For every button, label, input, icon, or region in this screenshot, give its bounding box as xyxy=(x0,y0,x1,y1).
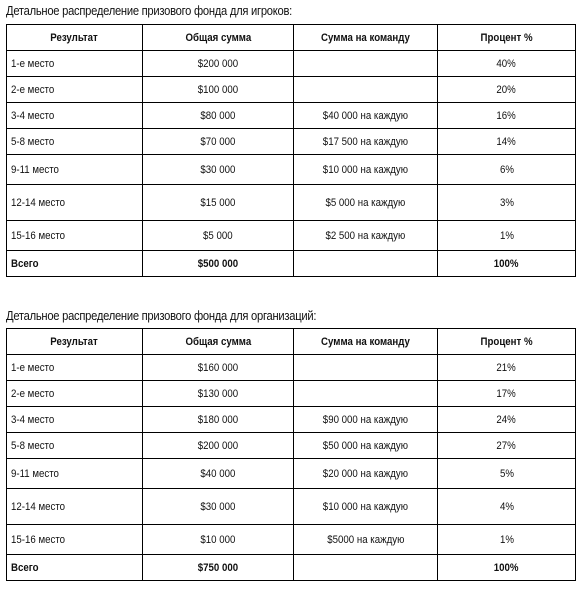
header-percent: Процент % xyxy=(438,329,576,355)
percent-cell: 27% xyxy=(438,433,576,459)
total-label-cell: Всего xyxy=(7,251,143,277)
per-team-cell xyxy=(294,77,438,103)
place-cell: 12-14 место xyxy=(7,489,143,525)
total-cell: $40 000 xyxy=(143,459,294,489)
place-cell: 3-4 место xyxy=(7,103,143,129)
total-cell: $15 000 xyxy=(143,185,294,221)
total-row xyxy=(7,555,576,581)
organizations-section-title: Детальное распределение призового фонда для организаций: xyxy=(6,308,317,323)
per-team-cell xyxy=(294,555,438,581)
per-team-cell: $40 000 на каждую xyxy=(294,103,438,129)
total-cell: $10 000 xyxy=(143,525,294,555)
table-row xyxy=(7,525,576,555)
table-row xyxy=(7,51,576,77)
percent-cell: 14% xyxy=(438,129,576,155)
header-result: Результат xyxy=(7,25,143,51)
table-row xyxy=(7,185,576,221)
per-team-cell xyxy=(294,251,438,277)
per-team-cell xyxy=(294,51,438,77)
table-row xyxy=(7,221,576,251)
place-cell: 9-11 место xyxy=(7,155,143,185)
place-cell: 5-8 место xyxy=(7,433,143,459)
place-cell: 2-е место xyxy=(7,381,143,407)
total-cell: $750 000 xyxy=(143,555,294,581)
per-team-cell: $90 000 на каждую xyxy=(294,407,438,433)
header-total: Общая сумма xyxy=(143,329,294,355)
place-cell: 15-16 место xyxy=(7,525,143,555)
place-cell: 3-4 место xyxy=(7,407,143,433)
percent-cell: 1% xyxy=(438,221,576,251)
per-team-cell: $20 000 на каждую xyxy=(294,459,438,489)
total-cell: $30 000 xyxy=(143,489,294,525)
total-cell: $200 000 xyxy=(143,51,294,77)
table-row xyxy=(7,407,576,433)
table-row xyxy=(7,381,576,407)
table-row xyxy=(7,103,576,129)
percent-cell: 5% xyxy=(438,459,576,489)
table-row xyxy=(7,459,576,489)
percent-cell: 100% xyxy=(438,251,576,277)
place-cell: 2-е место xyxy=(7,77,143,103)
percent-cell: 6% xyxy=(438,155,576,185)
total-cell: $70 000 xyxy=(143,129,294,155)
table-header-row xyxy=(7,25,576,51)
header-per-team: Сумма на команду xyxy=(294,25,438,51)
place-cell: 15-16 место xyxy=(7,221,143,251)
total-cell: $160 000 xyxy=(143,355,294,381)
total-cell: $30 000 xyxy=(143,155,294,185)
percent-cell: 17% xyxy=(438,381,576,407)
total-cell: $100 000 xyxy=(143,77,294,103)
table-row xyxy=(7,155,576,185)
percent-cell: 1% xyxy=(438,525,576,555)
percent-cell: 24% xyxy=(438,407,576,433)
total-cell: $180 000 xyxy=(143,407,294,433)
percent-cell: 4% xyxy=(438,489,576,525)
table-row xyxy=(7,433,576,459)
per-team-cell: $17 500 на каждую xyxy=(294,129,438,155)
percent-cell: 20% xyxy=(438,77,576,103)
percent-cell: 16% xyxy=(438,103,576,129)
place-cell: 9-11 место xyxy=(7,459,143,489)
total-cell: $80 000 xyxy=(143,103,294,129)
table-row xyxy=(7,489,576,525)
percent-cell: 40% xyxy=(438,51,576,77)
place-cell: 1-е место xyxy=(7,51,143,77)
header-result: Результат xyxy=(7,329,143,355)
header-total: Общая сумма xyxy=(143,25,294,51)
per-team-cell: $10 000 на каждую xyxy=(294,155,438,185)
organizations-prize-table xyxy=(6,328,576,581)
table-row xyxy=(7,129,576,155)
percent-cell: 21% xyxy=(438,355,576,381)
per-team-cell: $5000 на каждую xyxy=(294,525,438,555)
players-section-title: Детальное распределение призового фонда для игроков: xyxy=(6,3,293,18)
percent-cell: 3% xyxy=(438,185,576,221)
total-cell: $500 000 xyxy=(143,251,294,277)
per-team-cell xyxy=(294,355,438,381)
place-cell: 5-8 место xyxy=(7,129,143,155)
per-team-cell: $5 000 на каждую xyxy=(294,185,438,221)
place-cell: 12-14 место xyxy=(7,185,143,221)
header-percent: Процент % xyxy=(438,25,576,51)
total-row xyxy=(7,251,576,277)
table-row xyxy=(7,355,576,381)
place-cell: 1-е место xyxy=(7,355,143,381)
per-team-cell: $50 000 на каждую xyxy=(294,433,438,459)
header-per-team: Сумма на команду xyxy=(294,329,438,355)
total-cell: $5 000 xyxy=(143,221,294,251)
percent-cell: 100% xyxy=(438,555,576,581)
per-team-cell: $2 500 на каждую xyxy=(294,221,438,251)
total-cell: $200 000 xyxy=(143,433,294,459)
total-label-cell: Всего xyxy=(7,555,143,581)
table-row xyxy=(7,77,576,103)
total-cell: $130 000 xyxy=(143,381,294,407)
per-team-cell: $10 000 на каждую xyxy=(294,489,438,525)
players-prize-table xyxy=(6,24,576,277)
per-team-cell xyxy=(294,381,438,407)
table-header-row xyxy=(7,329,576,355)
